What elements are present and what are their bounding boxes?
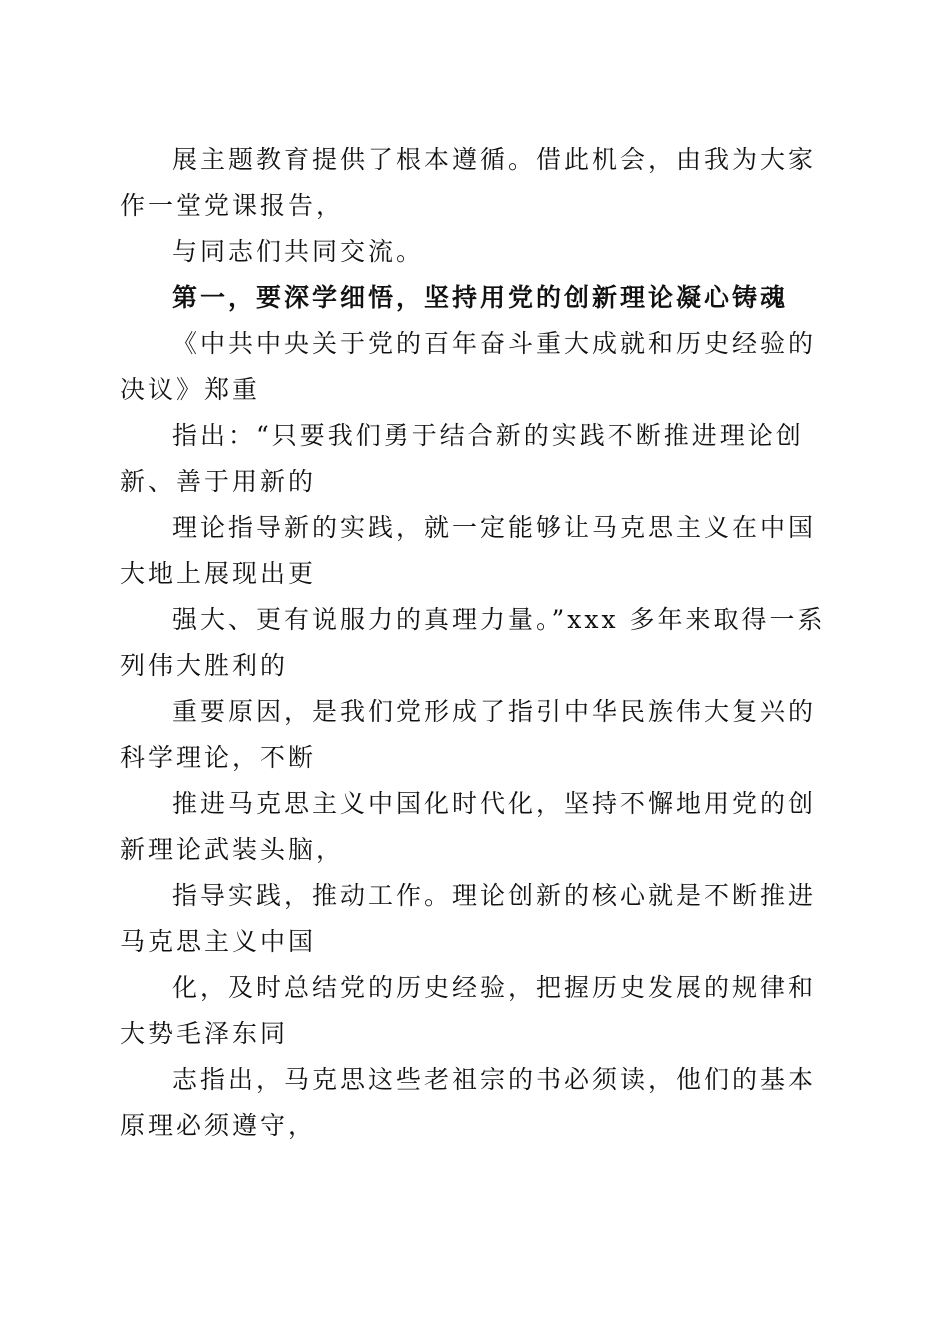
- paragraph-6: 理论指导新的实践，就一定能够让马克思主义在中国大地上展现出更: [120, 513, 817, 588]
- paragraph-9: 推进马克思主义中国化时代化，坚持不懈地用党的创新理论武装头脑，: [120, 789, 817, 864]
- paragraph-4: 《中共中央关于党的百年奋斗重大成就和历史经验的决议》郑重: [120, 329, 817, 404]
- paragraph-5: 指出：“只要我们勇于结合新的实践不断推进理论创新、善于用新的: [120, 421, 804, 496]
- paragraph-7: 强大、更有说服力的真理力量。”xxx 多年来取得一系列伟大胜利的: [120, 605, 826, 680]
- paragraph-2: 与同志们共同交流。: [172, 237, 425, 266]
- paragraph-1: 展主题教育提供了根本遵循。借此机会，由我为大家作一堂党课报告，: [120, 145, 817, 220]
- section-heading: 第一，要深学细悟，坚持用党的创新理论凝心铸魂: [172, 283, 789, 312]
- document-body: [120, 137, 832, 1149]
- paragraph-10: 指导实践，推动工作。理论创新的核心就是不断推进马克思主义中国: [120, 881, 817, 956]
- paragraph-12: 志指出，马克思这些老祖宗的书必须读，他们的基本原理必须遵守，: [120, 1065, 817, 1140]
- paragraph-8: 重要原因，是我们党形成了指引中华民族伟大复兴的科学理论，不断: [120, 697, 817, 772]
- paragraph-11: 化，及时总结党的历史经验，把握历史发展的规律和大势毛泽东同: [120, 973, 817, 1048]
